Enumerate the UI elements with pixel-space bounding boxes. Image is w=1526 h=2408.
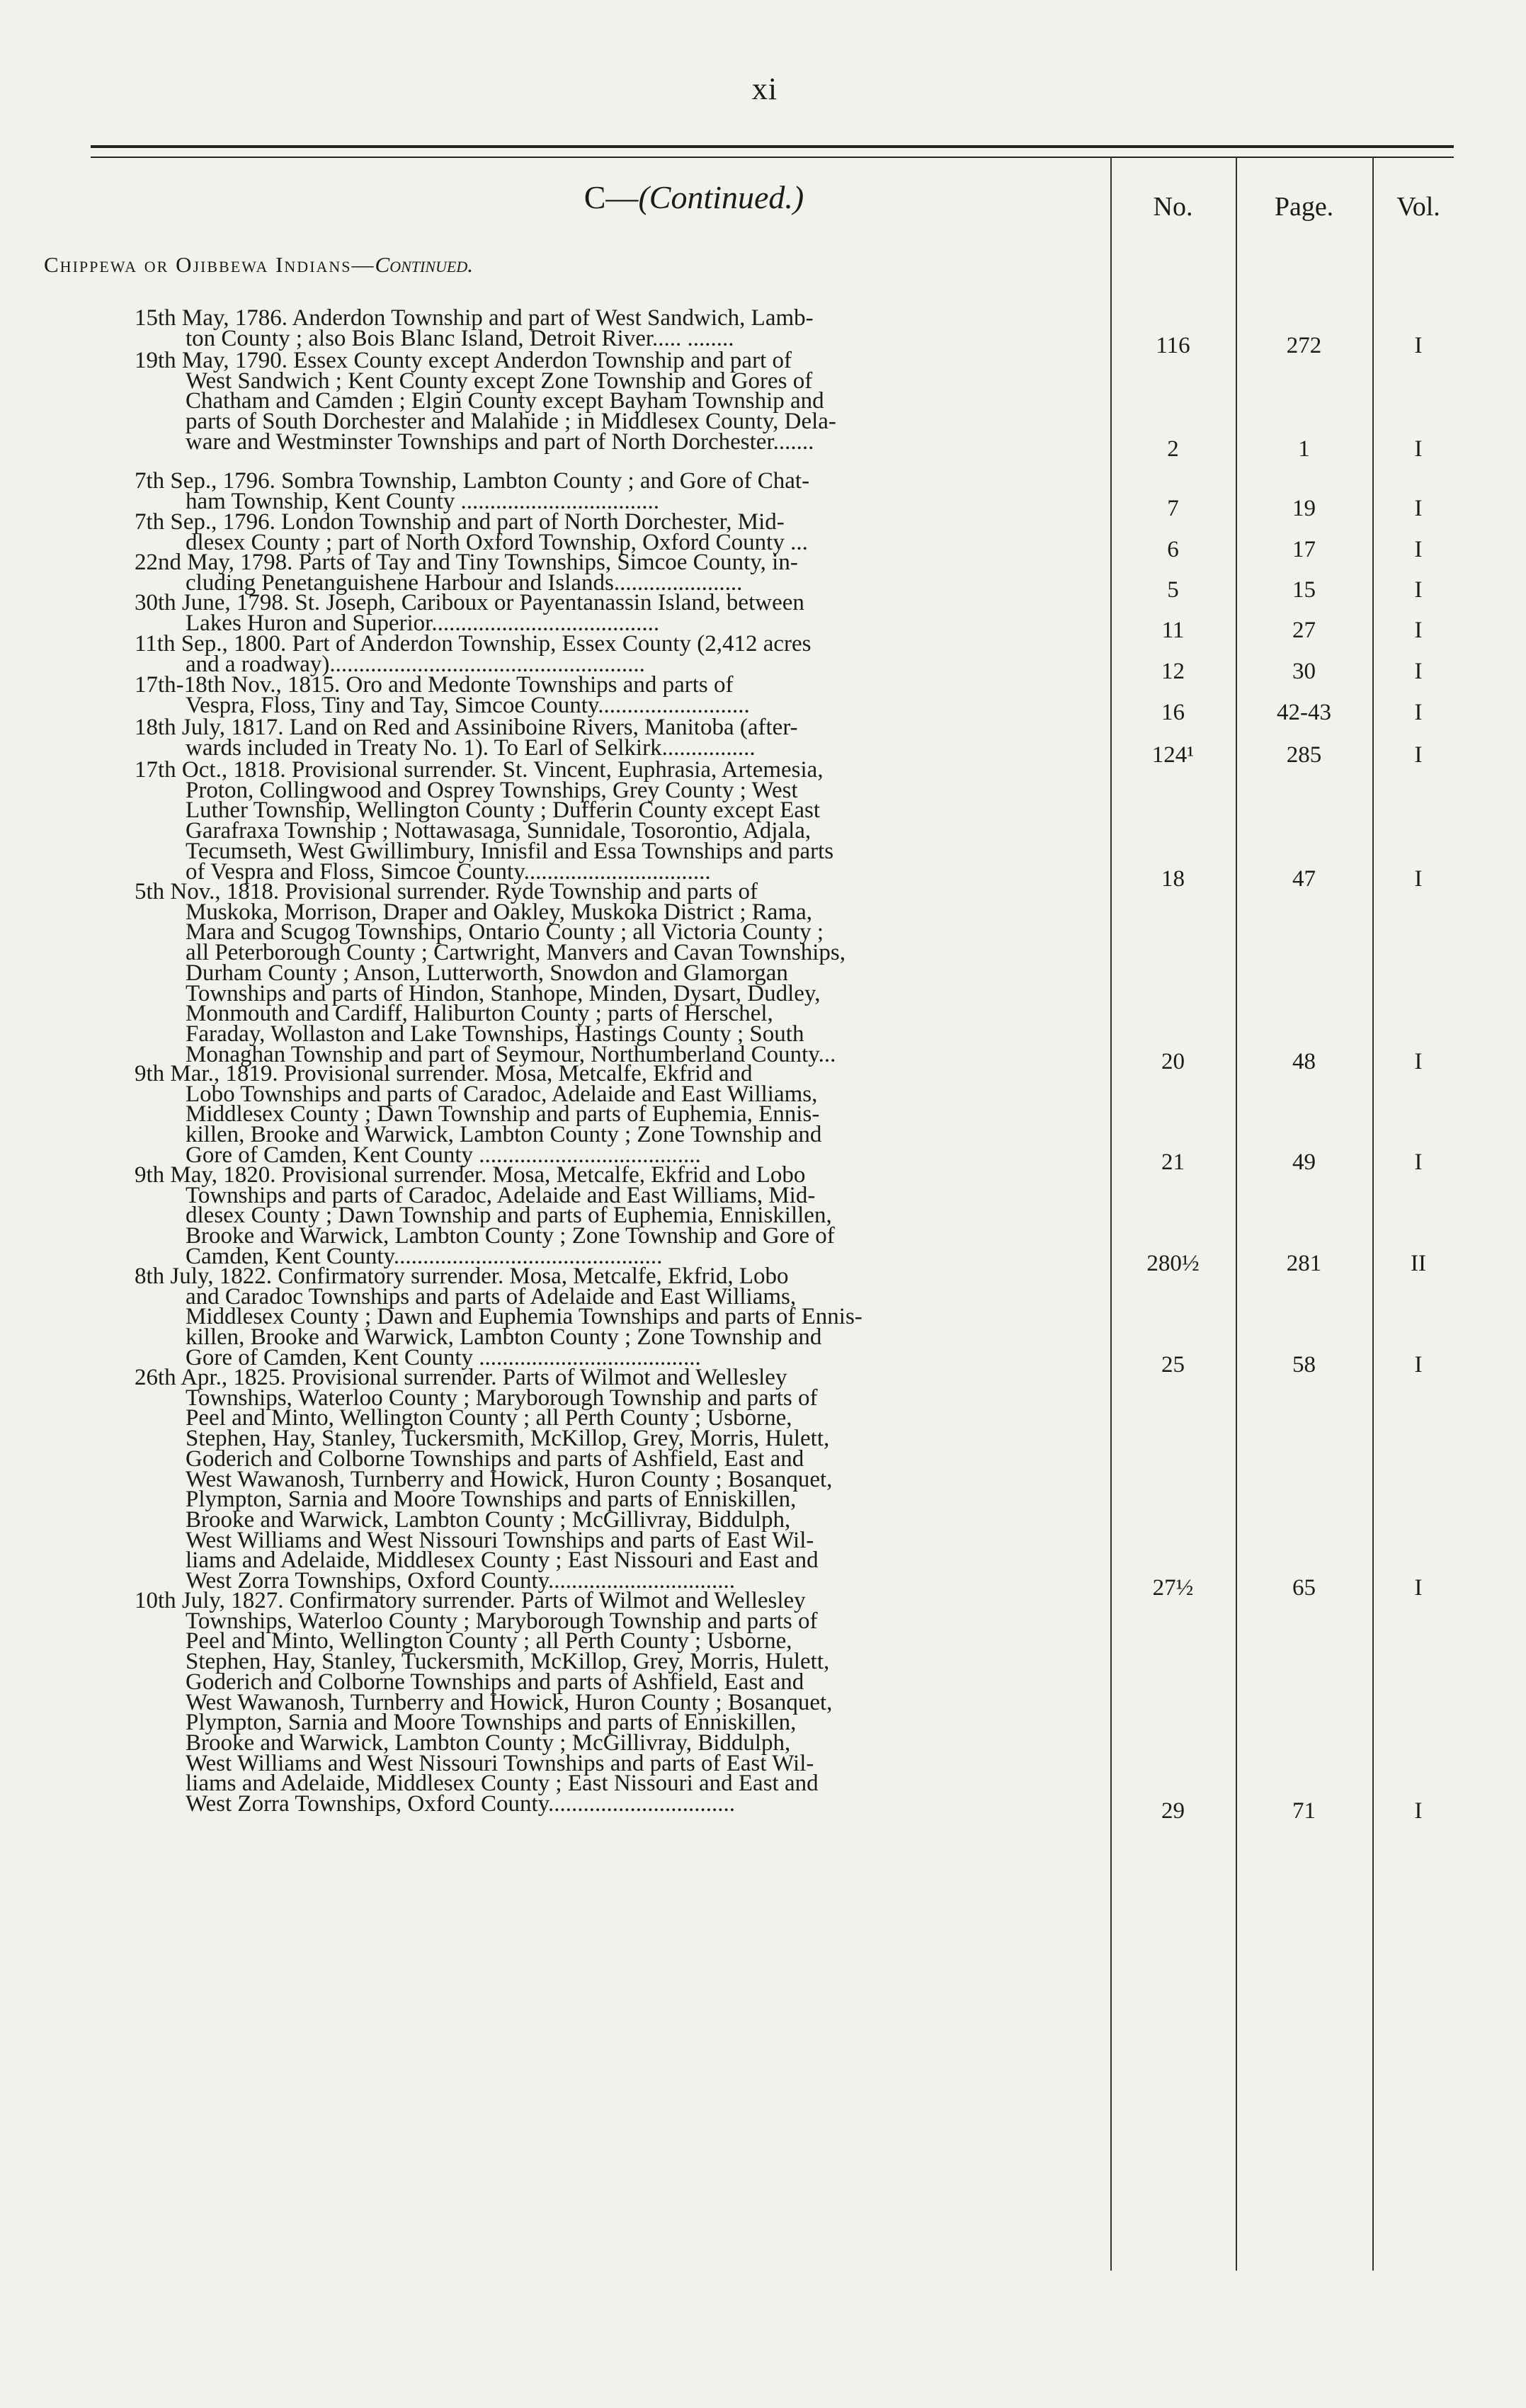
entry-page: 58 [1292, 1351, 1316, 1378]
entry-page: 49 [1292, 1149, 1316, 1175]
entry-volume: I [1414, 536, 1423, 562]
entry-description: 15th May, 1786. Anderdon Township and part of West Sandwich, Lamb- ton County ; also Bois Blanc Island, Detroit River..... ........ [135, 305, 814, 351]
entry-description: 18th July, 1817. Land on Red and Assiniboine Rivers, Manitoba (after- wards included in Treaty No. 1). To Earl of Selkirk................ [135, 715, 798, 761]
entry-number: 280½ [1146, 1250, 1200, 1276]
entry-number: 2 [1167, 436, 1179, 462]
entry-description: 17th-18th Nov., 1815. Oro and Medonte Townships and parts of Vespra, Floss, Tiny and Tay, Simcoe County.......................... [135, 672, 750, 718]
entry-number: 124¹ [1151, 742, 1195, 768]
entry-description: 8th July, 1822. Confirmatory surrender. Mosa, Metcalfe, Ekfrid, Lobo and Caradoc Townships and parts of Adelaide and East Williams, Middlesex County ; Dawn and Euphemia Townships and parts of Ennis- killen, Brooke and Warwick, Lambton County ; Zone Township and Gore of Camden, Kent County ...................................... [135, 1263, 862, 1370]
entry-page: 17 [1292, 536, 1316, 562]
entry-volume: I [1414, 742, 1423, 768]
subheading-text: Chippewa or Ojibbewa Indians— [44, 252, 375, 277]
entry-description: 11th Sep., 1800. Part of Anderdon Township, Essex County (2,412 acres and a roadway)...................................................... [135, 631, 812, 677]
entry-volume: I [1414, 617, 1423, 643]
entry-page: 285 [1286, 742, 1322, 768]
entry-page: 1 [1298, 436, 1310, 462]
subheading-continued: Continued. [375, 252, 473, 277]
entry-description: 30th June, 1798. St. Joseph, Cariboux or Payentanassin Island, between Lakes Huron and Superior....................................... [135, 590, 804, 636]
entry-volume: I [1414, 1048, 1423, 1074]
entry-volume: I [1414, 495, 1423, 521]
entry-number: 116 [1156, 332, 1190, 358]
column-header-no: No. [1153, 192, 1193, 222]
entry-number: 7 [1167, 495, 1179, 521]
entry-description: 5th Nov., 1818. Provisional surrender. Ryde Township and parts of Muskoka, Morrison, Draper and Oakley, Muskoka District ; Rama, Mara and Scugog Townships, Ontario County ; all Victoria County ; all Peterborough County ; Cartwright, Manvers and Cavan Townships, Durham County ; Anson, Lutterworth, Snowdon and Glamorgan Townships and parts of Hindon, Stanhope, Minden, Dysart, Dudley, Monmouth and Cardiff, Haliburton County ; parts of Herschel, Faraday, Wollaston and Lake Townships, Hastings County ; South Monaghan Township and part of Seymour, Northumberland County... [135, 879, 845, 1067]
entry-volume: I [1414, 865, 1423, 892]
entry-volume: I [1414, 436, 1423, 462]
entry-number: 25 [1161, 1351, 1185, 1378]
entry-description: 9th May, 1820. Provisional surrender. Mosa, Metcalfe, Ekfrid and Lobo Townships and parts of Caradoc, Adelaide and East Williams, Mid- dlesex County ; Dawn Township and parts of Euphemia, Enniskillen, Brooke and Warwick, Lambton County ; Zone Township and Gore of Camden, Kent County.............................................. [135, 1162, 835, 1269]
entry-description: 19th May, 1790. Essex County except Anderdon Township and part of West Sandwich ; Kent County except Zone Township and Gores of Chatham and Camden ; Elgin County except Bayham Township and parts of South Dorchester and Malahide ; in Middlesex County, Dela- ware and Westminster Townships and part of North Dorchester....... [135, 348, 836, 455]
entry-page: 30 [1292, 658, 1316, 684]
entry-number: 12 [1161, 658, 1185, 684]
entry-number: 21 [1161, 1149, 1185, 1175]
entry-number: 6 [1167, 536, 1179, 562]
entry-page: 71 [1292, 1798, 1316, 1824]
column-header-vol: Vol. [1396, 192, 1440, 222]
entry-description: 9th Mar., 1819. Provisional surrender. Mosa, Metcalfe, Ekfrid and Lobo Townships and parts of Caradoc, Adelaide and East Williams, Middlesex County ; Dawn Township and parts of Euphemia, Ennis- killen, Brooke and Warwick, Lambton County ; Zone Township and Gore of Camden, Kent County ...................................... [135, 1061, 822, 1168]
page-number: xi [751, 72, 778, 106]
top-rule-thick [91, 145, 1454, 148]
entry-page: 47 [1292, 865, 1316, 892]
entry-volume: I [1414, 1798, 1423, 1824]
entry-volume: II [1411, 1250, 1426, 1276]
entry-volume: I [1414, 658, 1423, 684]
entry-page: 48 [1292, 1048, 1316, 1074]
entry-number: 29 [1161, 1798, 1185, 1824]
entry-volume: I [1414, 1575, 1423, 1601]
entry-number: 5 [1167, 577, 1179, 603]
entry-volume: I [1414, 1149, 1423, 1175]
section-letter: C— [583, 179, 639, 215]
entry-page: 281 [1286, 1250, 1322, 1276]
column-header-page: Page. [1274, 192, 1334, 222]
entry-volume: I [1414, 577, 1423, 603]
entry-volume: I [1414, 699, 1423, 725]
entry-number: 11 [1161, 617, 1185, 643]
entry-number: 27½ [1152, 1575, 1194, 1601]
entry-page: 65 [1292, 1575, 1316, 1601]
section-title [467, 178, 921, 216]
entry-description: 7th Sep., 1796. London Township and part of North Dorchester, Mid- dlesex County ; part of North Oxford Township, Oxford County ... [135, 509, 808, 555]
entry-number: 16 [1161, 699, 1185, 725]
entry-volume: I [1414, 332, 1423, 358]
entry-page: 19 [1292, 495, 1316, 521]
entry-description: 26th Apr., 1825. Provisional surrender. Parts of Wilmot and Wellesley Townships, Waterloo County ; Maryborough Township and parts of Peel and Minto, Wellington County ; all Perth County ; Usborne, Stephen, Hay, Stanley, Tuckersmith, McKillop, Grey, Morris, Hulett, Goderich and Colborne Townships and parts of Ashfield, East and West Wawanosh, Turnberry and Howick, Huron County ; Bosanquet, Plympton, Sarnia and Moore Townships and parts of Enniskillen, Brooke and Warwick, Lambton County ; McGillivray, Biddulph, West Williams and West Nissouri Townships and parts of East Wil- liams and Adelaide, Middlesex County ; East Nissouri and East and West Zorra Townships, Oxford County................................ [135, 1365, 833, 1594]
entry-number: 18 [1161, 865, 1185, 892]
entry-page: 272 [1286, 332, 1322, 358]
column-divider-page [1236, 157, 1237, 2271]
entry-description: 17th Oct., 1818. Provisional surrender. St. Vincent, Euphrasia, Artemesia, Proton, Collingwood and Osprey Townships, Grey County ; West Luther Township, Wellington County ; Dufferin County except East Garafraxa Township ; Nottawasaga, Sunnidale, Tosorontio, Adjala, Tecumseth, West Gwillimbury, Innisfil and Essa Townships and parts of Vespra and Floss, Simcoe County................................ [135, 757, 834, 885]
subheading [44, 252, 473, 278]
entry-page: 15 [1292, 577, 1316, 603]
entry-volume: I [1414, 1351, 1423, 1378]
entry-number: 20 [1161, 1048, 1185, 1074]
entry-description: 22nd May, 1798. Parts of Tay and Tiny Townships, Simcoe County, in- cluding Penetanguishene Harbour and Islands...................... [135, 550, 798, 596]
column-divider-vol [1372, 157, 1374, 2271]
entry-description: 7th Sep., 1796. Sombra Township, Lambton County ; and Gore of Chat- ham Township, Kent County .................................. [135, 468, 810, 514]
entry-description: 10th July, 1827. Confirmatory surrender. Parts of Wilmot and Wellesley Townships, Waterloo County ; Maryborough Township and parts of Peel and Minto, Wellington County ; all Perth County ; Usborne, Stephen, Hay, Stanley, Tuckersmith, McKillop, Grey, Morris, Hulett, Goderich and Colborne Townships and parts of Ashfield, East and West Wawanosh, Turnberry and Howick, Huron County ; Bosanquet, Plympton, Sarnia and Moore Townships and parts of Enniskillen, Brooke and Warwick, Lambton County ; McGillivray, Biddulph, West Williams and West Nissouri Townships and parts of East Wil- liams and Adelaide, Middlesex County ; East Nissouri and East and West Zorra Townships, Oxford County................................ [135, 1588, 833, 1817]
section-continued: (Continued.) [638, 179, 804, 215]
entry-page: 27 [1292, 617, 1316, 643]
entry-page: 42-43 [1277, 699, 1331, 725]
top-rule-thin [91, 157, 1454, 158]
